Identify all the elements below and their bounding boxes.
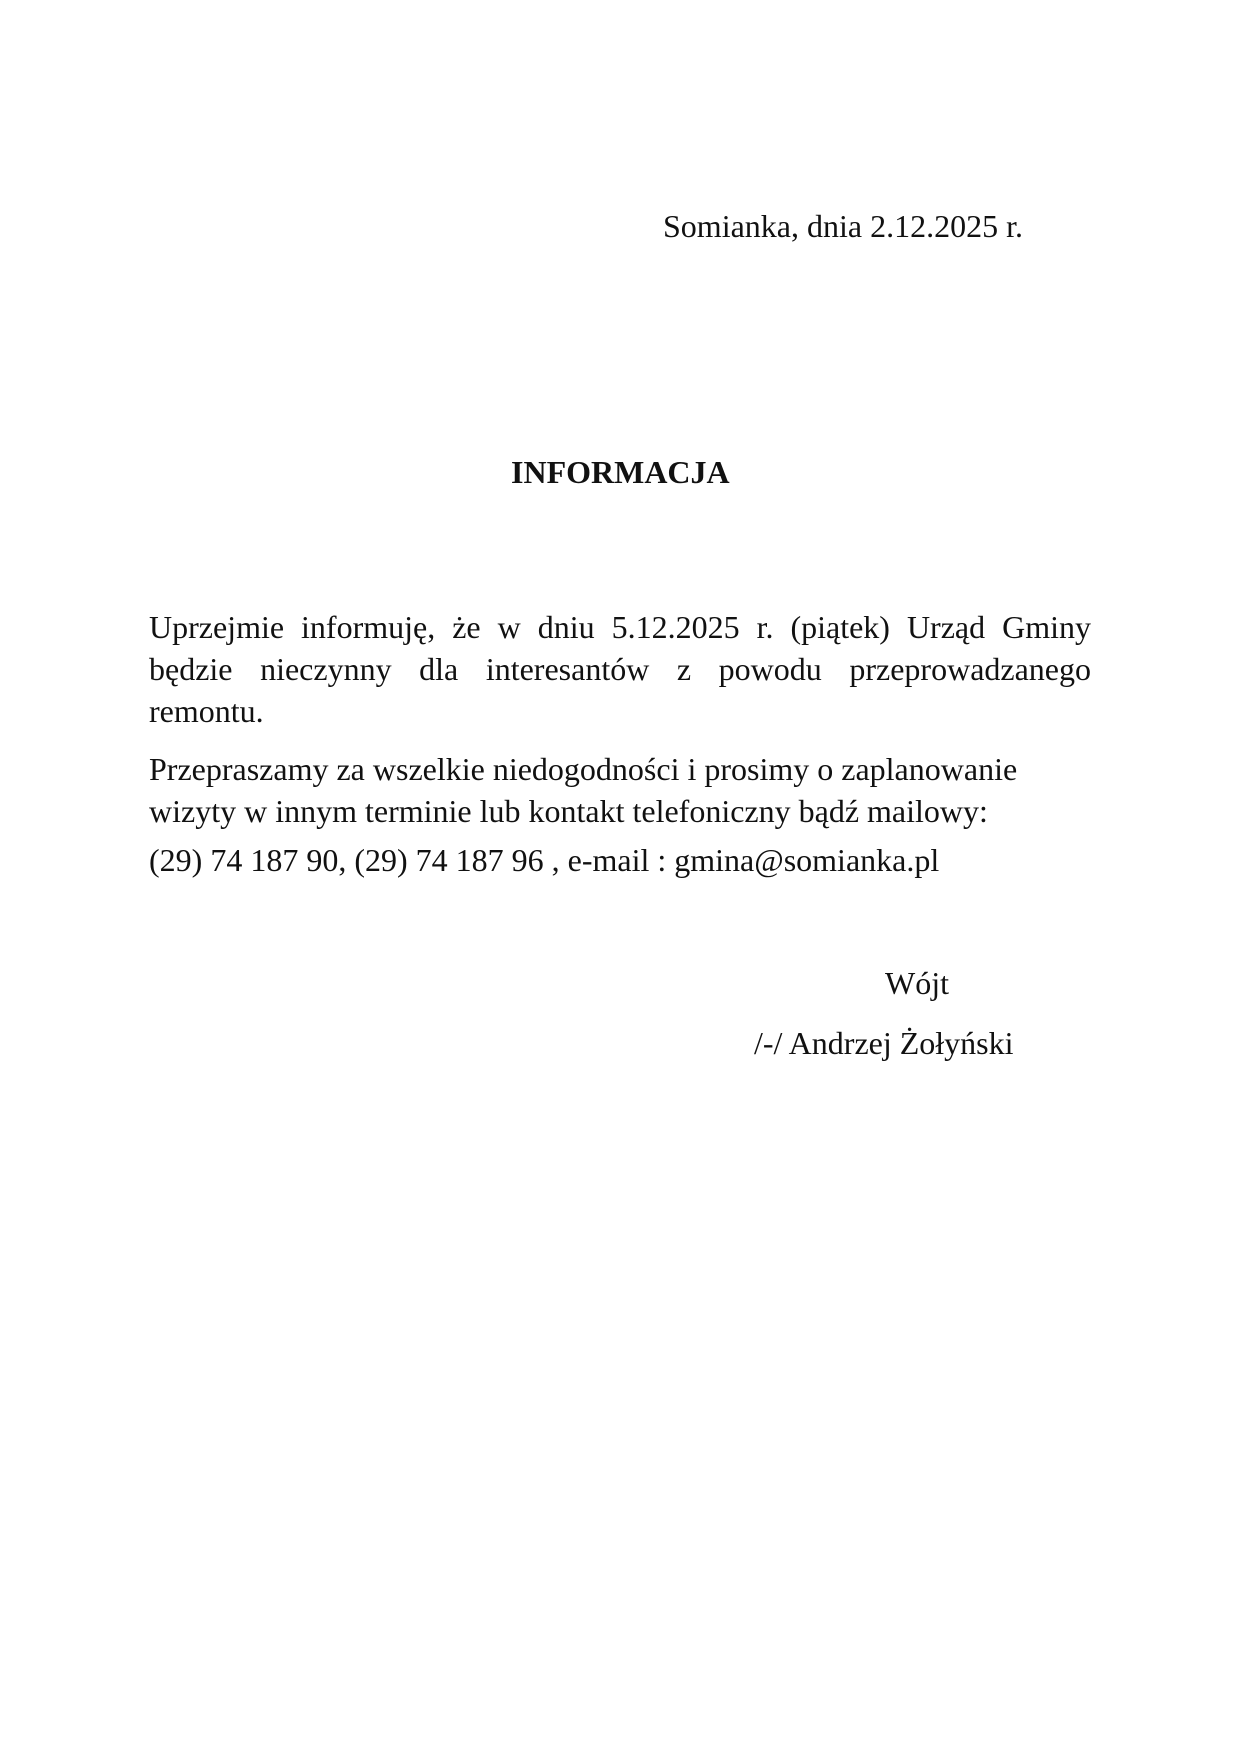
paragraph2-line: wizyty w innym terminie lub kontakt telefoniczny bądź mailowy:: [149, 793, 988, 829]
place-date: Somianka, dnia 2.12.2025 r.: [663, 208, 1023, 244]
document-title: INFORMACJA: [511, 454, 730, 490]
paragraph1-line: remontu.: [149, 693, 264, 729]
signature-name: /-/ Andrzej Żołyński: [754, 1025, 1014, 1061]
paragraph1-line: będzie nieczynny dla interesantów z powodu przeprowadzanego: [149, 651, 1091, 687]
contact-line: (29) 74 187 90, (29) 74 187 96 , e-mail : gmina@somianka.pl: [149, 842, 940, 878]
signature-title: Wójt: [885, 965, 949, 1001]
paragraph2-line: Przepraszamy za wszelkie niedogodności i prosimy o zaplanowanie: [149, 751, 1018, 787]
paragraph1-line: Uprzejmie informuję, że w dniu 5.12.2025 r. (piątek) Urząd Gminy: [149, 609, 1091, 645]
